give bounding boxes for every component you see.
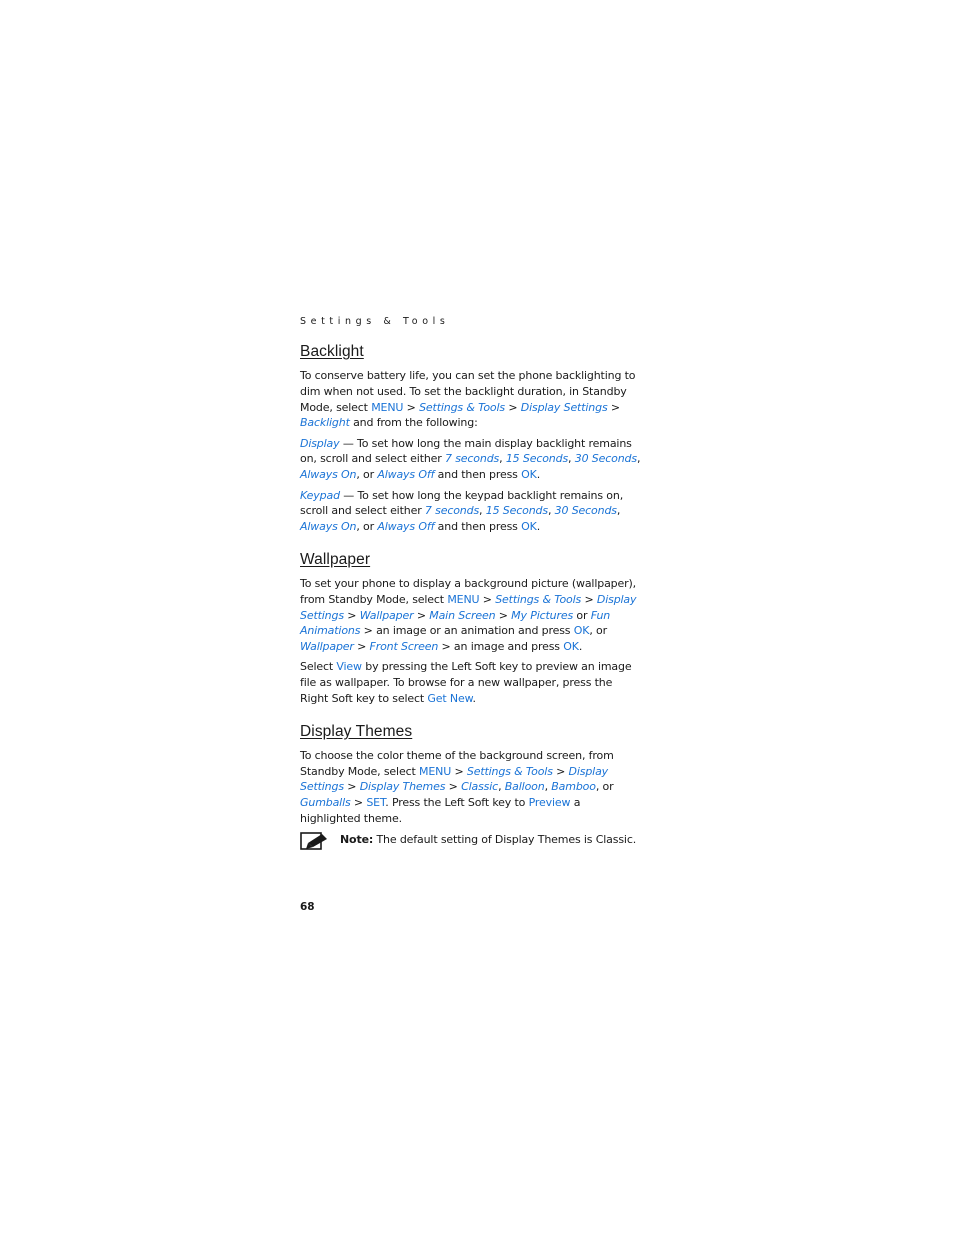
section-display-themes xyxy=(300,722,642,852)
note-text: Note: The default setting of Display Themes is Classic. xyxy=(340,832,637,846)
menu-keyword: MENU xyxy=(371,400,404,414)
backlight-keypad-option: Keypad — To set how long the keypad backlight remains on, scroll and select either 7 seconds, 15 Seconds, 30 Seconds, Always On, or Always Off and then press OK. xyxy=(300,488,624,534)
heading-backlight: Backlight xyxy=(300,343,364,360)
note-label: Note: xyxy=(340,832,374,846)
menu-path-item: Backlight xyxy=(300,416,350,430)
section-backlight xyxy=(300,342,642,535)
page-content xyxy=(300,316,642,867)
heading-wallpaper: Wallpaper xyxy=(300,550,371,568)
backlight-intro: To conserve battery life, you can set the phone backlighting to dim when not used. To set the backlight duration, in Standby Mode, select MENU > Settings & Tools > Display Settings > Backlight and from the following: xyxy=(300,369,636,430)
heading-display-themes: Display Themes xyxy=(300,722,413,740)
backlight-display-option: Display — To set how long the main display backlight remains on, scroll and select either 7 seconds, 15 Seconds, 30 Seconds, Always On, or Always Off and then press OK. xyxy=(300,436,641,482)
wallpaper-instructions: To set your phone to display a background picture (wallpaper), from Standby Mode, select MENU > Settings & Tools > Display Settings > Wallpaper > Main Screen > My Pictures or Fun Animations > an image or an animation and press OK, or Wallpaper > Front Screen > an image and press OK. xyxy=(300,576,637,654)
wallpaper-preview-instructions: Select View by pressing the Left Soft key to preview an image file as wallpaper. To browse for a new wallpaper, press the Right Soft key to select Get New. xyxy=(300,660,632,706)
note-pencil-icon xyxy=(300,830,330,852)
menu-path-item: Settings & Tools xyxy=(419,400,505,414)
display-themes-instructions: To choose the color theme of the background screen, from Standby Mode, select MENU > Settings & Tools > Display Settings > Display Themes > Classic, Balloon, Bamboo, or Gumballs > SET. Press the Left Soft key to Preview a highlighted theme. xyxy=(300,748,614,826)
menu-path-item: Display Settings xyxy=(520,400,608,414)
running-head: Settings & Tools xyxy=(300,316,450,327)
note-box xyxy=(300,832,642,852)
section-wallpaper xyxy=(300,550,642,707)
page-number: 68 xyxy=(300,901,315,913)
